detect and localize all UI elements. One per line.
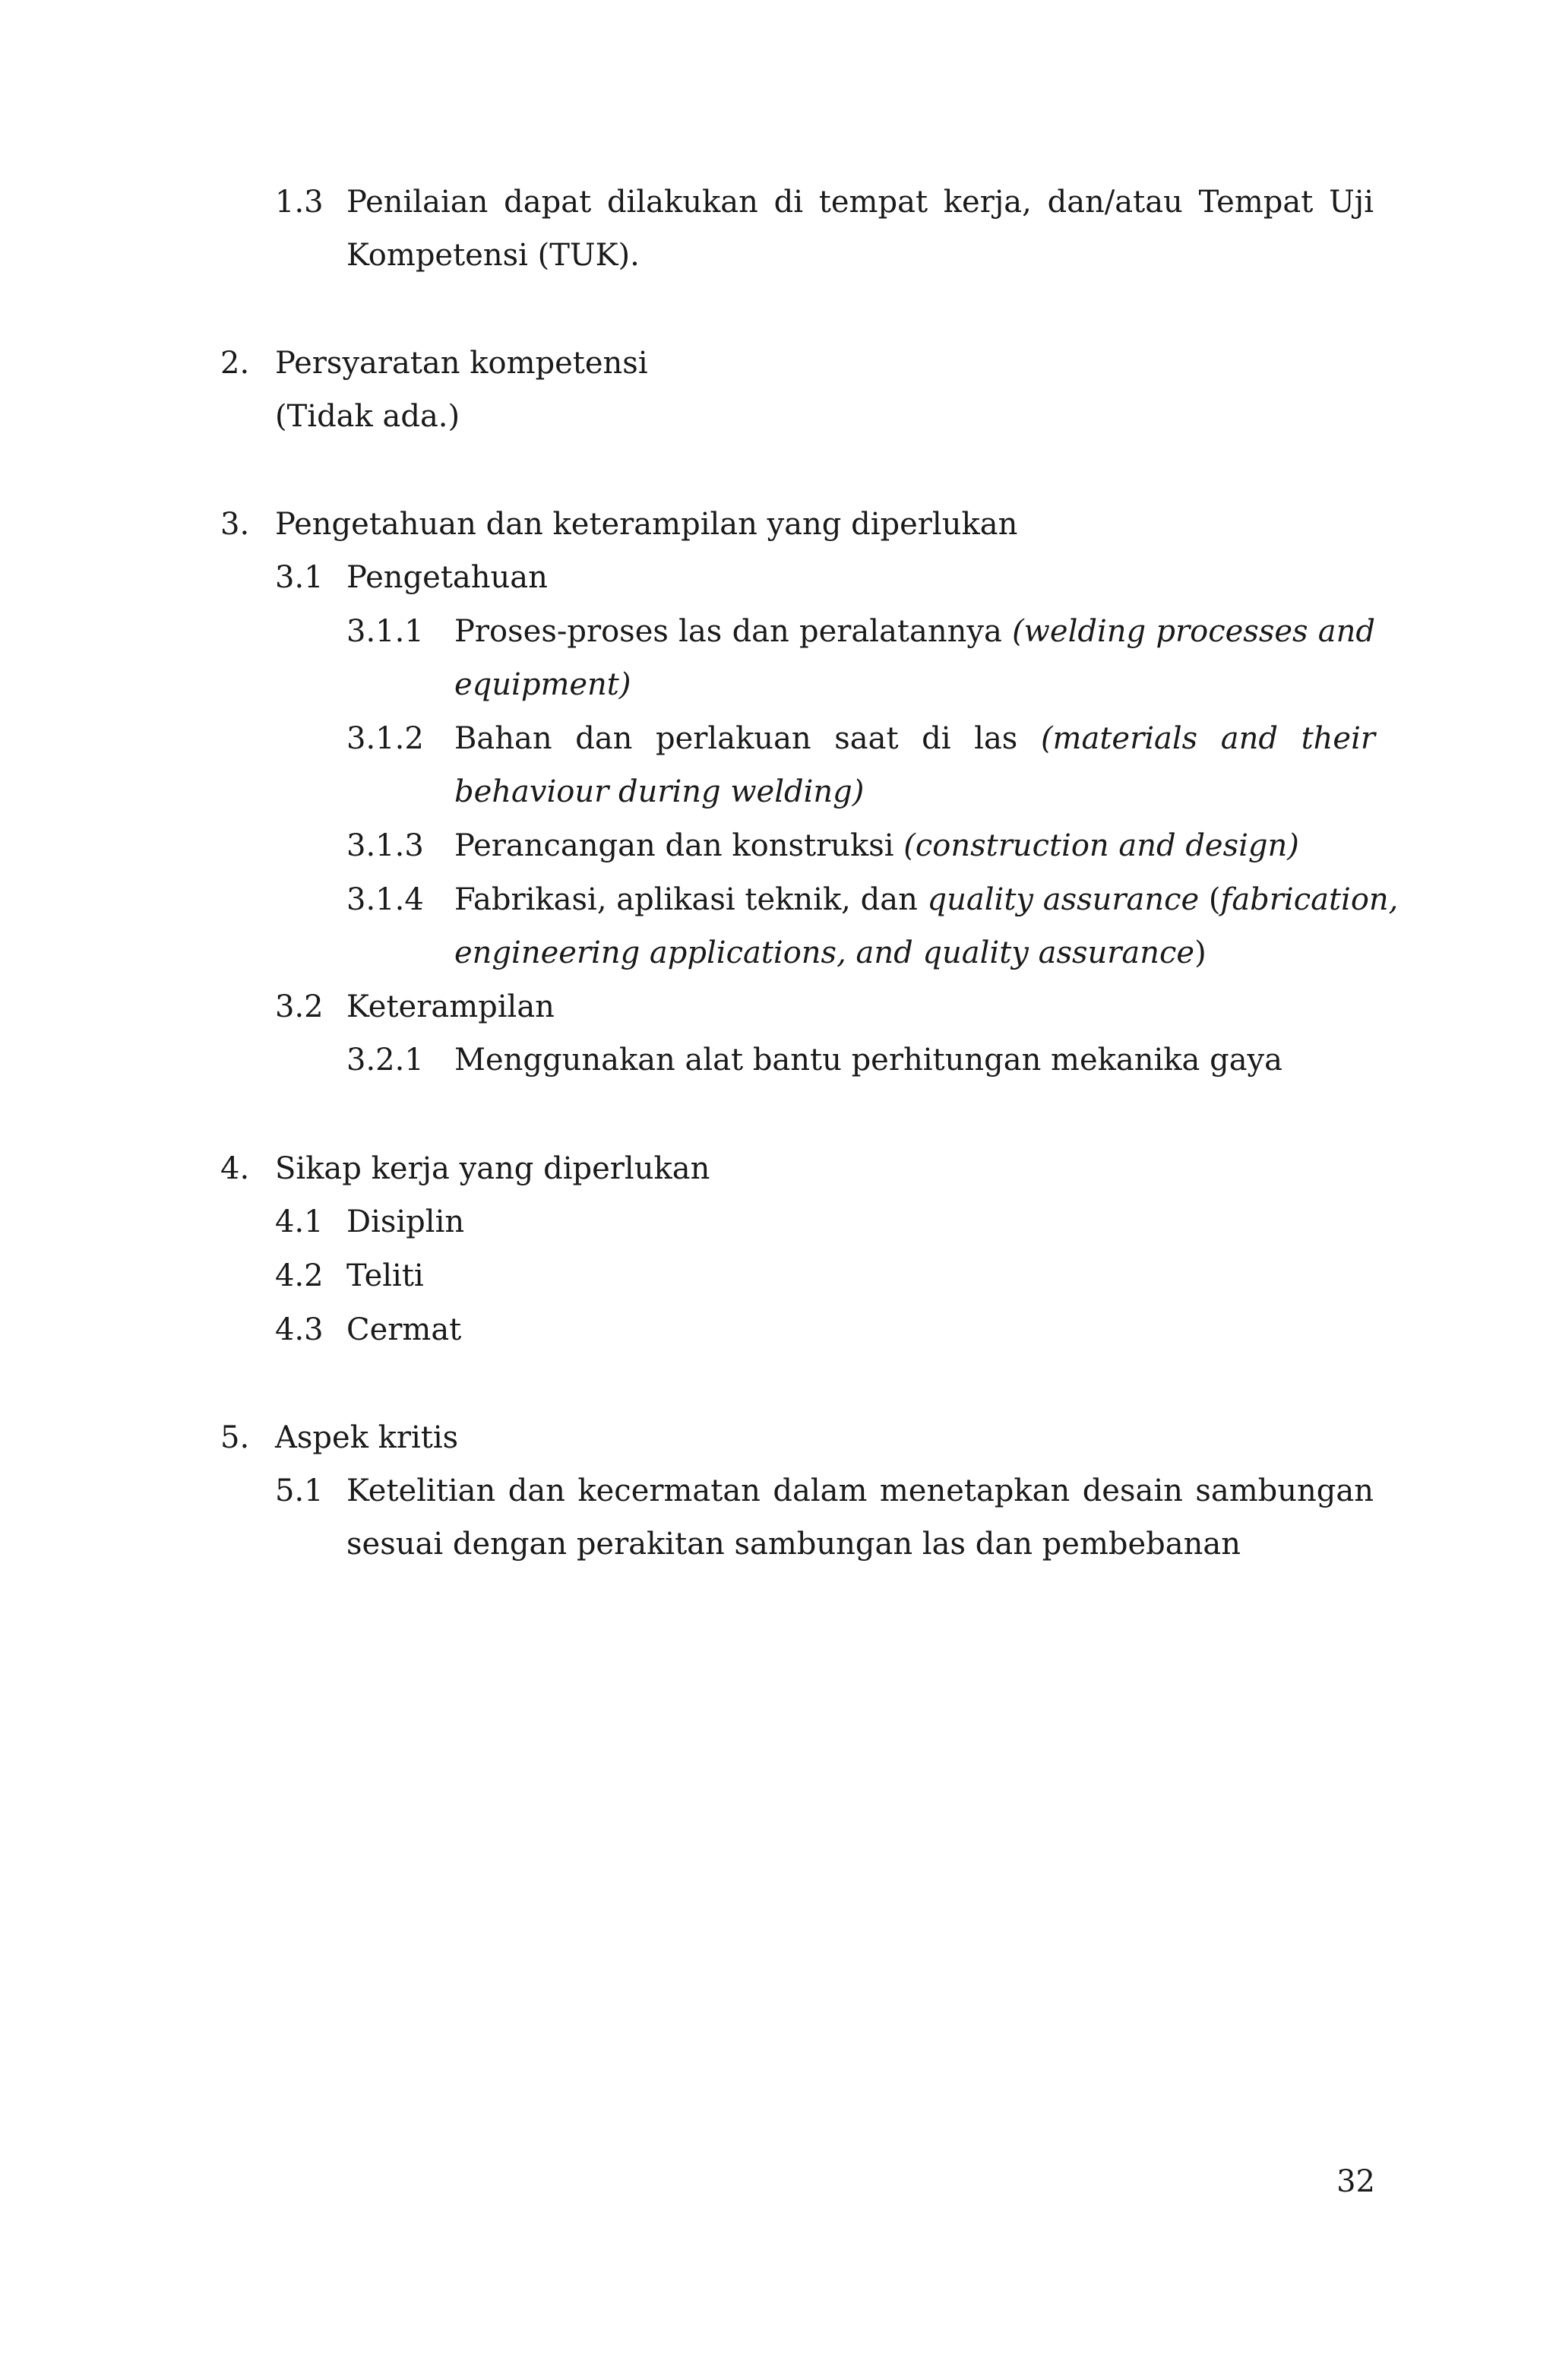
item-text-italic: behaviour during welding) bbox=[454, 774, 865, 809]
item-text: Ketelitian dan kecermatan dalam menetapkan desain sambungan bbox=[346, 1473, 1374, 1508]
item-text: Fabrikasi, aplikasi teknik, dan quality assurance (fabrication, bbox=[454, 882, 1399, 917]
item-text: Cermat bbox=[346, 1312, 462, 1347]
section-number: 2. bbox=[220, 346, 250, 381]
item-text: Proses-proses las dan peralatannya (welding processes and bbox=[454, 614, 1376, 649]
item-number: 3.1.1 bbox=[346, 614, 424, 649]
item-number: 3.1.4 bbox=[346, 882, 424, 917]
item-number: 3.2.1 bbox=[346, 1043, 424, 1078]
section-title: Sikap kerja yang diperlukan bbox=[275, 1151, 710, 1186]
section-note: (Tidak ada.) bbox=[275, 399, 460, 434]
subsection-title: Keterampilan bbox=[346, 989, 555, 1024]
item-text-italic: equipment) bbox=[454, 667, 631, 702]
item-number: 3.1.3 bbox=[346, 828, 424, 863]
page-number: 32 bbox=[1336, 2164, 1375, 2199]
item-text: Menggunakan alat bantu perhitungan mekanika gaya bbox=[454, 1043, 1282, 1078]
item-number: 4.2 bbox=[275, 1258, 324, 1293]
section-number: 3. bbox=[220, 507, 250, 542]
item-number: 3.1.2 bbox=[346, 721, 424, 756]
section-number: 5. bbox=[220, 1420, 250, 1455]
section-title: Pengetahuan dan keterampilan yang diperlukan bbox=[275, 507, 1018, 542]
item-text-italic: engineering applications, and quality assurance) bbox=[454, 935, 1207, 970]
item-text: Bahan dan perlakuan saat di las (materials and their bbox=[454, 721, 1375, 756]
item-number: 1.3 bbox=[275, 185, 324, 220]
item-number: 4.3 bbox=[275, 1312, 324, 1347]
subsection-number: 3.1 bbox=[275, 560, 324, 595]
item-text: sesuai dengan perakitan sambungan las dan pembebanan bbox=[346, 1527, 1241, 1562]
item-text: Teliti bbox=[346, 1258, 424, 1293]
item-text: Penilaian dapat dilakukan di tempat kerja, dan/atau Tempat Uji bbox=[346, 185, 1374, 220]
item-number: 5.1 bbox=[275, 1473, 324, 1508]
section-title: Aspek kritis bbox=[275, 1420, 459, 1455]
section-title: Persyaratan kompetensi bbox=[275, 346, 648, 381]
item-text: Perancangan dan konstruksi (construction and design) bbox=[454, 828, 1299, 863]
subsection-title: Pengetahuan bbox=[346, 560, 548, 595]
item-text: Kompetensi (TUK). bbox=[346, 238, 640, 273]
section-number: 4. bbox=[220, 1151, 250, 1186]
subsection-number: 3.2 bbox=[275, 989, 324, 1024]
item-text: Disiplin bbox=[346, 1204, 465, 1239]
item-number: 4.1 bbox=[275, 1204, 324, 1239]
